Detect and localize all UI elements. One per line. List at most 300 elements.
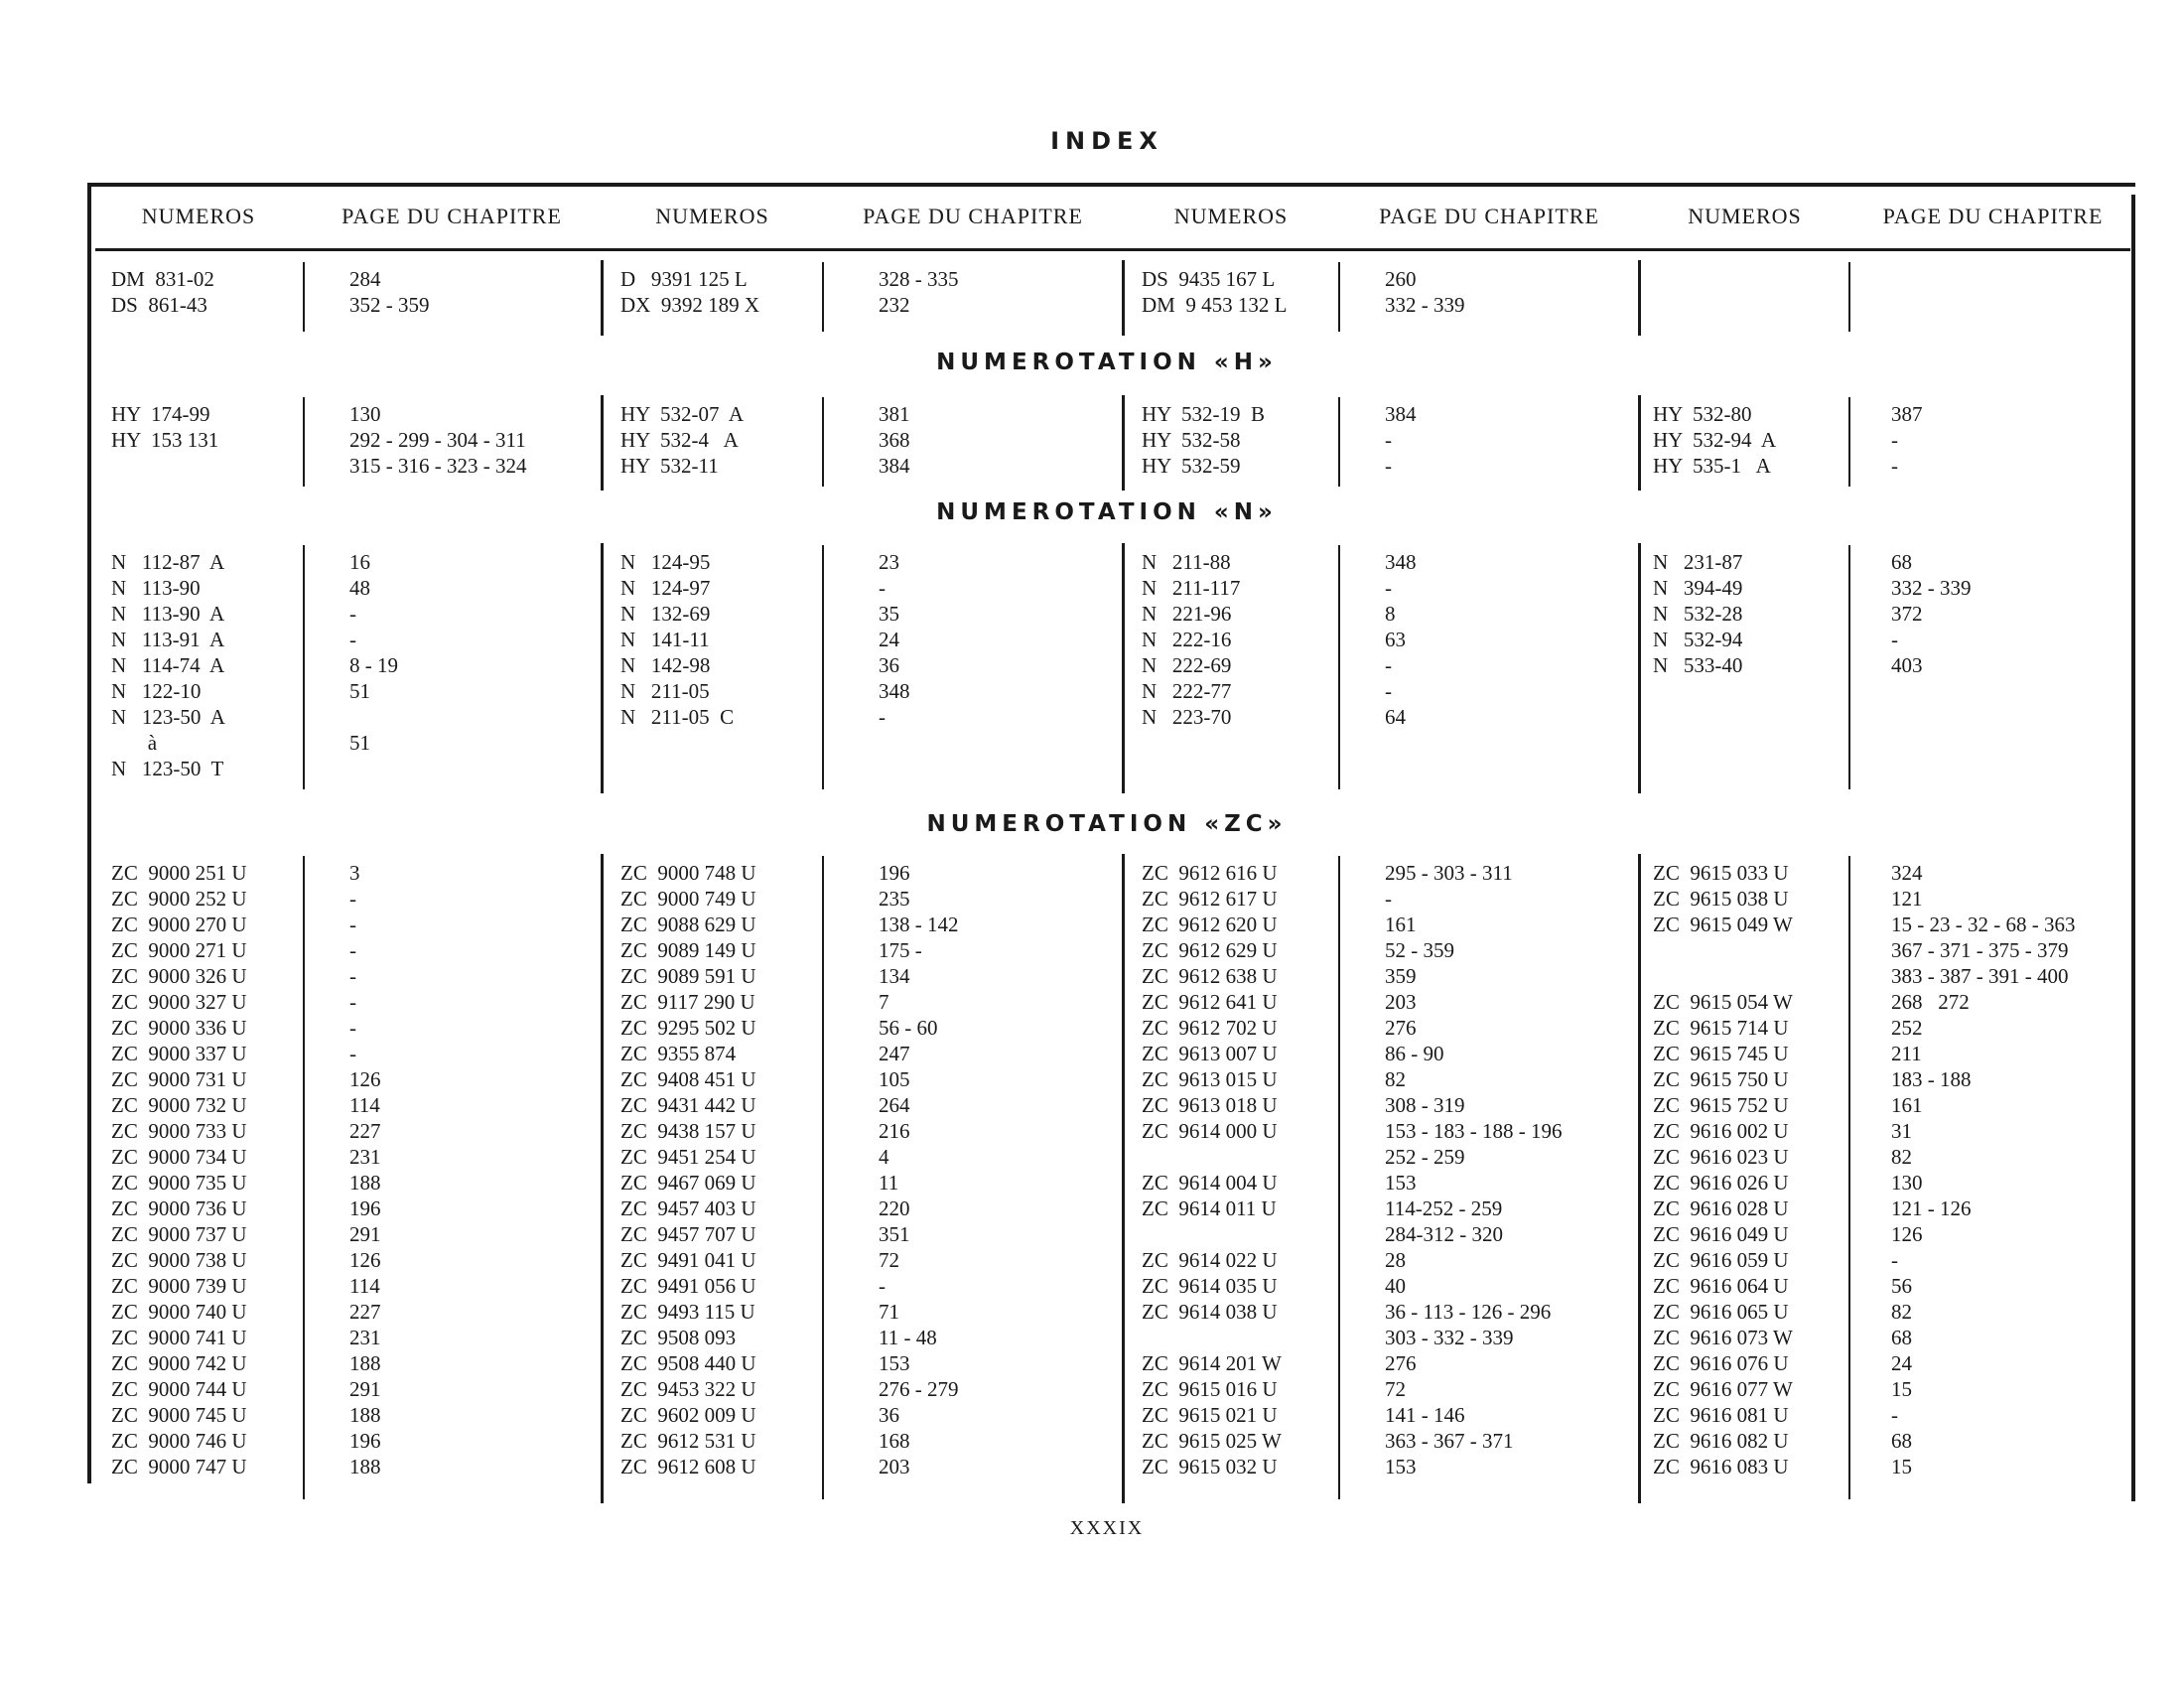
page-entry: 247 <box>879 1042 910 1065</box>
page-entry: 56 - 60 <box>879 1016 938 1040</box>
numero-entry: ZC 9000 741 U <box>111 1326 247 1349</box>
header-numeros-2: NUMEROS <box>655 204 769 228</box>
numeros-column <box>1142 549 1240 730</box>
header-page-4: PAGE DU CHAPITRE <box>1882 204 2104 228</box>
numero-entry: N 132-69 <box>620 602 711 626</box>
page-entry: 348 <box>879 679 910 703</box>
page-entry: 130 <box>1891 1171 1923 1195</box>
column-divider <box>822 545 824 789</box>
page-entry: 196 <box>879 861 910 885</box>
numero-entry: ZC 9000 748 U <box>620 861 756 885</box>
numero-entry: ZC 9355 874 <box>620 1042 737 1065</box>
page-entry: 126 <box>349 1067 381 1091</box>
pages-column <box>1891 401 1923 479</box>
page-entry: 126 <box>349 1248 381 1272</box>
page-entry: 48 <box>349 576 370 600</box>
numero-entry: ZC 9000 747 U <box>111 1455 247 1478</box>
numeros-column <box>620 549 734 730</box>
page-entry: - <box>1891 1403 1898 1427</box>
numero-entry: DS 861-43 <box>111 293 207 317</box>
page-entry: 15 <box>1891 1377 1912 1401</box>
header-numeros-4: NUMEROS <box>1688 204 1802 228</box>
numeros-column <box>1142 860 1282 1479</box>
numero-entry: ZC 9616 023 U <box>1653 1145 1789 1169</box>
numero-entry: ZC 9493 115 U <box>620 1300 755 1324</box>
page-entry: 303 - 332 - 339 <box>1385 1326 1514 1349</box>
page-entry: 16 <box>349 550 370 574</box>
page-entry: 68 <box>1891 550 1912 574</box>
numero-entry: HY 532-80 <box>1653 402 1752 426</box>
numero-entry: ZC 9616 026 U <box>1653 1171 1789 1195</box>
numero-entry: HY 532-59 <box>1142 454 1241 478</box>
numero-entry <box>1653 937 1793 963</box>
numero-entry: ZC 9000 736 U <box>111 1196 247 1220</box>
pages-column <box>1385 401 1417 479</box>
numero-entry: ZC 9612 629 U <box>1142 938 1278 962</box>
numero-entry: DM 9 453 132 L <box>1142 293 1288 317</box>
page-entry: 15 - 23 - 32 - 68 - 363 <box>1891 913 2076 936</box>
numero-entry: HY 174-99 <box>111 402 210 426</box>
page-entry: 68 <box>1891 1326 1912 1349</box>
column-divider <box>1338 262 1340 332</box>
numero-entry: ZC 9615 745 U <box>1653 1042 1789 1065</box>
numero-entry: N 222-77 <box>1142 679 1232 703</box>
column-divider <box>303 262 305 332</box>
page-entry: 348 <box>1385 550 1417 574</box>
page-entry: 35 <box>879 602 899 626</box>
numero-entry: N 223-70 <box>1142 705 1232 729</box>
numeros-column <box>620 860 756 1479</box>
column-divider <box>1122 854 1125 1503</box>
numero-entry: N 394-49 <box>1653 576 1743 600</box>
numeros-column <box>620 266 759 318</box>
column-divider <box>1848 545 1850 789</box>
page-entry: 188 <box>349 1403 381 1427</box>
column-divider <box>1338 856 1340 1499</box>
numero-entry: N 141-11 <box>620 628 710 651</box>
page-entry: 121 <box>1891 887 1923 911</box>
numero-entry: ZC 9614 035 U <box>1142 1274 1278 1298</box>
column-divider <box>601 543 604 793</box>
numero-entry: ZC 9000 731 U <box>111 1067 247 1091</box>
numero-entry: N 211-05 C <box>620 705 735 729</box>
numero-entry: ZC 9431 442 U <box>620 1093 756 1117</box>
numero-entry: N 211-05 <box>620 679 710 703</box>
page-title: INDEX <box>1050 127 1163 155</box>
column-divider <box>601 260 604 336</box>
page-entry: 292 - 299 - 304 - 311 <box>349 428 526 452</box>
numero-entry: N 533-40 <box>1653 653 1743 677</box>
numero-entry <box>1142 1144 1282 1170</box>
page-entry: 121 - 126 <box>1891 1196 1972 1220</box>
pages-column <box>1385 860 1562 1479</box>
numeros-column <box>111 401 218 479</box>
page-entry: - <box>349 1016 356 1040</box>
column-divider <box>303 397 305 487</box>
page-entry: - <box>349 602 356 626</box>
page-entry: 51 <box>349 679 370 703</box>
numero-entry: ZC 9614 038 U <box>1142 1300 1278 1324</box>
page-entry: 232 <box>879 293 910 317</box>
page-entry: 231 <box>349 1326 381 1349</box>
page-entry: 351 <box>879 1222 910 1246</box>
page-entry: - <box>879 705 886 729</box>
numero-entry: ZC 9615 714 U <box>1653 1016 1789 1040</box>
numero-entry: HY 532-11 <box>620 454 719 478</box>
numero-entry: HY 532-58 <box>1142 428 1241 452</box>
numero-entry: ZC 9614 022 U <box>1142 1248 1278 1272</box>
numero-entry: DM 831-02 <box>111 267 214 291</box>
numero-entry: ZC 9000 270 U <box>111 913 247 936</box>
page-entry: - <box>1385 576 1392 600</box>
numero-entry: ZC 9616 002 U <box>1653 1119 1789 1143</box>
page-entry: 291 <box>349 1377 381 1401</box>
page-entry: 141 - 146 <box>1385 1403 1465 1427</box>
numero-entry: ZC 9612 638 U <box>1142 964 1278 988</box>
page-entry: 276 <box>1385 1351 1417 1375</box>
numero-entry: ZC 9614 000 U <box>1142 1119 1278 1143</box>
page-entry: 68 <box>1891 1429 1912 1453</box>
numeros-column <box>1653 549 1742 678</box>
numero-entry: ZC 9508 093 <box>620 1326 737 1349</box>
numero-entry: ZC 9612 641 U <box>1142 990 1278 1014</box>
numeros-column <box>111 860 247 1479</box>
column-divider <box>1122 395 1125 491</box>
page-entry: 352 - 359 <box>349 293 430 317</box>
page-entry: 183 - 188 <box>1891 1067 1972 1091</box>
page-entry: 332 - 339 <box>1385 293 1465 317</box>
page-entry: 235 <box>879 887 910 911</box>
numero-entry: ZC 9117 290 U <box>620 990 755 1014</box>
page-entry: 276 - 279 <box>879 1377 959 1401</box>
numero-entry: N 222-69 <box>1142 653 1232 677</box>
numero-entry: HY 535-1 A <box>1653 454 1771 478</box>
page-entry: 52 - 359 <box>1385 938 1454 962</box>
page-entry: 36 <box>879 1403 899 1427</box>
numero-entry: ZC 9453 322 U <box>620 1377 756 1401</box>
page-entry: 324 <box>1891 861 1923 885</box>
header-page-1: PAGE DU CHAPITRE <box>341 204 562 228</box>
page-entry: - <box>1891 1248 1898 1272</box>
numero-entry: ZC 9615 016 U <box>1142 1377 1278 1401</box>
page-entry: 367 - 371 - 375 - 379 <box>1891 938 2069 962</box>
page-entry: 252 - 259 <box>1385 1145 1465 1169</box>
page-entry: 188 <box>349 1171 381 1195</box>
page-entry: 64 <box>1385 705 1406 729</box>
numeros-column <box>1653 401 1776 479</box>
pages-column <box>1891 860 2075 1479</box>
pages-column <box>1385 549 1417 730</box>
numero-entry: ZC 9451 254 U <box>620 1145 756 1169</box>
page-entry: 82 <box>1385 1067 1406 1091</box>
column-divider <box>303 856 305 1499</box>
page-entry: 372 <box>1891 602 1923 626</box>
page-entry: 381 <box>879 402 910 426</box>
pages-column <box>879 401 910 479</box>
pages-column <box>879 860 959 1479</box>
numero-entry: ZC 9615 752 U <box>1653 1093 1789 1117</box>
numero-entry: ZC 9000 745 U <box>111 1403 247 1427</box>
numero-entry: ZC 9000 327 U <box>111 990 247 1014</box>
numero-entry: ZC 9615 038 U <box>1653 887 1789 911</box>
page-entry: 63 <box>1385 628 1406 651</box>
numero-entry <box>1653 963 1793 989</box>
page-entry: 227 <box>349 1119 381 1143</box>
numero-entry: N 113-91 A <box>111 628 225 651</box>
numero-entry: N 231-87 <box>1653 550 1743 574</box>
numero-entry: ZC 9000 749 U <box>620 887 756 911</box>
section-heading: NUMEROTATION «ZC» <box>926 811 1288 837</box>
numero-entry: D 9391 125 L <box>620 267 748 291</box>
page-entry: 220 <box>879 1196 910 1220</box>
numero-entry: ZC 9000 737 U <box>111 1222 247 1246</box>
page-entry: - <box>1385 887 1392 911</box>
page-entry: - <box>349 1042 356 1065</box>
page-entry: - <box>349 964 356 988</box>
page-entry <box>349 756 398 781</box>
numero-entry: ZC 9089 149 U <box>620 938 756 962</box>
page-entry: 15 <box>1891 1455 1912 1478</box>
page-entry: 308 - 319 <box>1385 1093 1465 1117</box>
page-entry: 403 <box>1891 653 1923 677</box>
page-entry: - <box>1385 428 1392 452</box>
numero-entry: N 221-96 <box>1142 602 1232 626</box>
page-entry: 268 272 <box>1891 990 1970 1014</box>
numero-entry: N 114-74 A <box>111 653 225 677</box>
pages-column <box>1891 549 1972 678</box>
numero-entry: ZC 9000 337 U <box>111 1042 247 1065</box>
numero-entry: DX 9392 189 X <box>620 293 759 317</box>
numero-entry: N 123-50 A <box>111 705 225 729</box>
page-entry: 383 - 387 - 391 - 400 <box>1891 964 2069 988</box>
numero-entry: N 113-90 A <box>111 602 225 626</box>
numero-entry: ZC 9000 738 U <box>111 1248 247 1272</box>
numeros-column <box>620 401 744 479</box>
page-entry: 359 <box>1385 964 1417 988</box>
numero-entry: N 142-98 <box>620 653 711 677</box>
numero-entry: ZC 9000 744 U <box>111 1377 247 1401</box>
pages-column <box>349 549 398 781</box>
page-entry: 264 <box>879 1093 910 1117</box>
numero-entry: ZC 9616 028 U <box>1653 1196 1789 1220</box>
page-entry: 332 - 339 <box>1891 576 1972 600</box>
numero-entry: ZC 9508 440 U <box>620 1351 756 1375</box>
page-entry: 276 <box>1385 1016 1417 1040</box>
numero-entry: ZC 9088 629 U <box>620 913 756 936</box>
header-numeros-3: NUMEROS <box>1173 204 1289 228</box>
column-divider <box>1638 395 1641 491</box>
numero-entry: N 113-90 <box>111 576 201 600</box>
column-divider <box>1338 397 1340 487</box>
column-divider <box>1638 854 1641 1503</box>
page-entry: 40 <box>1385 1274 1406 1298</box>
page-entry: 71 <box>879 1300 899 1324</box>
page-entry: - <box>349 628 356 651</box>
pages-column <box>349 401 526 479</box>
numeros-column <box>111 266 214 318</box>
page-entry: 105 <box>879 1067 910 1091</box>
table-frame-right <box>2131 195 2135 1501</box>
column-divider <box>1122 543 1125 793</box>
page-entry: 216 <box>879 1119 910 1143</box>
page-entry: - <box>349 938 356 962</box>
page-entry: 24 <box>879 628 899 651</box>
page-entry: 211 <box>1891 1042 1922 1065</box>
page-entry: 328 - 335 <box>879 267 959 291</box>
numero-entry: ZC 9000 252 U <box>111 887 247 911</box>
column-divider <box>822 262 824 332</box>
numero-entry: ZC 9457 403 U <box>620 1196 756 1220</box>
page-entry: - <box>349 990 356 1014</box>
page-entry: 168 <box>879 1429 910 1453</box>
page-entry: 188 <box>349 1351 381 1375</box>
page-number: XXXIX <box>1069 1517 1145 1539</box>
page-entry: - <box>1385 454 1392 478</box>
numero-entry: ZC 9614 011 U <box>1142 1196 1277 1220</box>
page-entry: 284 <box>349 267 381 291</box>
page-entry: - <box>879 1274 886 1298</box>
page-entry: 8 - 19 <box>349 653 398 677</box>
numero-entry: ZC 9612 608 U <box>620 1455 756 1478</box>
numero-entry: ZC 9614 004 U <box>1142 1171 1278 1195</box>
page-entry: 315 - 316 - 323 - 324 <box>349 454 527 478</box>
page-entry: - <box>349 913 356 936</box>
numero-entry: ZC 9438 157 U <box>620 1119 756 1143</box>
page-entry: 36 <box>879 653 899 677</box>
section-heading: NUMEROTATION «H» <box>936 350 1278 375</box>
numero-entry: ZC 9616 076 U <box>1653 1351 1789 1375</box>
pages-column <box>349 860 381 1479</box>
numero-entry: N 222-16 <box>1142 628 1232 651</box>
page-entry: 86 - 90 <box>1385 1042 1444 1065</box>
page-entry: 82 <box>1891 1145 1912 1169</box>
numero-entry: HY 532-4 A <box>620 428 739 452</box>
column-divider <box>1848 856 1850 1499</box>
column-divider <box>1122 260 1125 336</box>
page-entry: 28 <box>1385 1248 1406 1272</box>
page-entry: 3 <box>349 861 360 885</box>
page-entry <box>349 704 398 730</box>
header-rule <box>95 248 2130 251</box>
page-entry: 153 <box>1385 1455 1417 1478</box>
page-entry: 387 <box>1891 402 1923 426</box>
page-entry: 252 <box>1891 1016 1923 1040</box>
page-entry: 56 <box>1891 1274 1912 1298</box>
numero-entry: ZC 9000 326 U <box>111 964 247 988</box>
page-entry: 295 - 303 - 311 <box>1385 861 1513 885</box>
page-entry: 384 <box>879 454 910 478</box>
numeros-column <box>1653 860 1793 1479</box>
column-divider <box>601 395 604 491</box>
column-divider <box>1338 545 1340 789</box>
numero-entry: ZC 9000 746 U <box>111 1429 247 1453</box>
numero-entry: N 211-88 <box>1142 550 1231 574</box>
numero-entry: ZC 9467 069 U <box>620 1171 756 1195</box>
numero-entry: ZC 9000 251 U <box>111 861 247 885</box>
numero-entry: ZC 9615 025 W <box>1142 1429 1282 1453</box>
numero-entry: ZC 9000 271 U <box>111 938 247 962</box>
page-entry: 114 <box>349 1274 380 1298</box>
numero-entry: N 124-95 <box>620 550 711 574</box>
page-entry: 23 <box>879 550 899 574</box>
column-divider <box>303 545 305 789</box>
numero-entry: ZC 9616 083 U <box>1653 1455 1789 1478</box>
numero-entry: ZC 9616 077 W <box>1653 1377 1793 1401</box>
column-divider <box>1638 260 1641 336</box>
page-entry: 114 <box>349 1093 380 1117</box>
numero-entry: ZC 9000 336 U <box>111 1016 247 1040</box>
numero-entry: DS 9435 167 L <box>1142 267 1276 291</box>
numero-entry: ZC 9616 081 U <box>1653 1403 1789 1427</box>
page-entry: 11 - 48 <box>879 1326 937 1349</box>
numero-entry: ZC 9089 591 U <box>620 964 756 988</box>
numero-entry: N 123-50 T <box>111 757 224 780</box>
page-entry: 114-252 - 259 <box>1385 1196 1503 1220</box>
numero-entry: N 112-87 A <box>111 550 225 574</box>
column-divider <box>822 856 824 1499</box>
numero-entry: ZC 9614 201 W <box>1142 1351 1282 1375</box>
numero-entry: ZC 9602 009 U <box>620 1403 756 1427</box>
page-entry: 196 <box>349 1429 381 1453</box>
column-divider <box>601 854 604 1503</box>
numero-entry: ZC 9615 021 U <box>1142 1403 1278 1427</box>
page-entry: 368 <box>879 428 910 452</box>
numero-entry: ZC 9612 702 U <box>1142 1016 1278 1040</box>
page-entry: - <box>1385 679 1392 703</box>
page-entry: 161 <box>1891 1093 1923 1117</box>
numero-entry: ZC 9612 531 U <box>620 1429 756 1453</box>
pages-column <box>349 266 430 318</box>
page-entry: 82 <box>1891 1300 1912 1324</box>
numero-entry: ZC 9000 732 U <box>111 1093 247 1117</box>
numero-entry: ZC 9616 073 W <box>1653 1326 1793 1349</box>
header-page-2: PAGE DU CHAPITRE <box>863 204 1083 228</box>
table-frame-top <box>87 183 2135 187</box>
page-entry: 11 <box>879 1171 899 1195</box>
pages-column <box>879 549 910 730</box>
numero-entry: N 532-94 <box>1653 628 1743 651</box>
page-entry: - <box>879 576 886 600</box>
numeros-column <box>111 549 225 781</box>
numero-entry: ZC 9491 056 U <box>620 1274 756 1298</box>
column-divider <box>1848 397 1850 487</box>
numero-entry: ZC 9615 054 W <box>1653 990 1793 1014</box>
page-entry: 284-312 - 320 <box>1385 1222 1503 1246</box>
numero-entry: ZC 9612 617 U <box>1142 887 1278 911</box>
page-entry: 138 - 142 <box>879 913 959 936</box>
numero-entry: ZC 9000 734 U <box>111 1145 247 1169</box>
page-entry: - <box>1385 653 1392 677</box>
numero-entry: ZC 9612 616 U <box>1142 861 1278 885</box>
numero-entry: ZC 9616 059 U <box>1653 1248 1789 1272</box>
numero-entry: ZC 9615 049 W <box>1653 913 1793 936</box>
header-page-3: PAGE DU CHAPITRE <box>1379 204 1599 228</box>
numero-entry: N 124-97 <box>620 576 711 600</box>
page-entry: 126 <box>1891 1222 1923 1246</box>
column-divider <box>822 397 824 487</box>
page-entry: 153 <box>1385 1171 1417 1195</box>
numero-entry: ZC 9616 049 U <box>1653 1222 1789 1246</box>
numero-entry: ZC 9615 750 U <box>1653 1067 1789 1091</box>
pages-column <box>1385 266 1465 318</box>
numero-entry: à <box>111 731 158 755</box>
numero-entry: ZC 9000 735 U <box>111 1171 247 1195</box>
numero-entry: ZC 9613 007 U <box>1142 1042 1278 1065</box>
page-entry: 203 <box>879 1455 910 1478</box>
numero-entry: ZC 9616 065 U <box>1653 1300 1789 1324</box>
section-heading: NUMEROTATION «N» <box>936 499 1278 525</box>
numero-entry: HY 532-19 B <box>1142 402 1266 426</box>
